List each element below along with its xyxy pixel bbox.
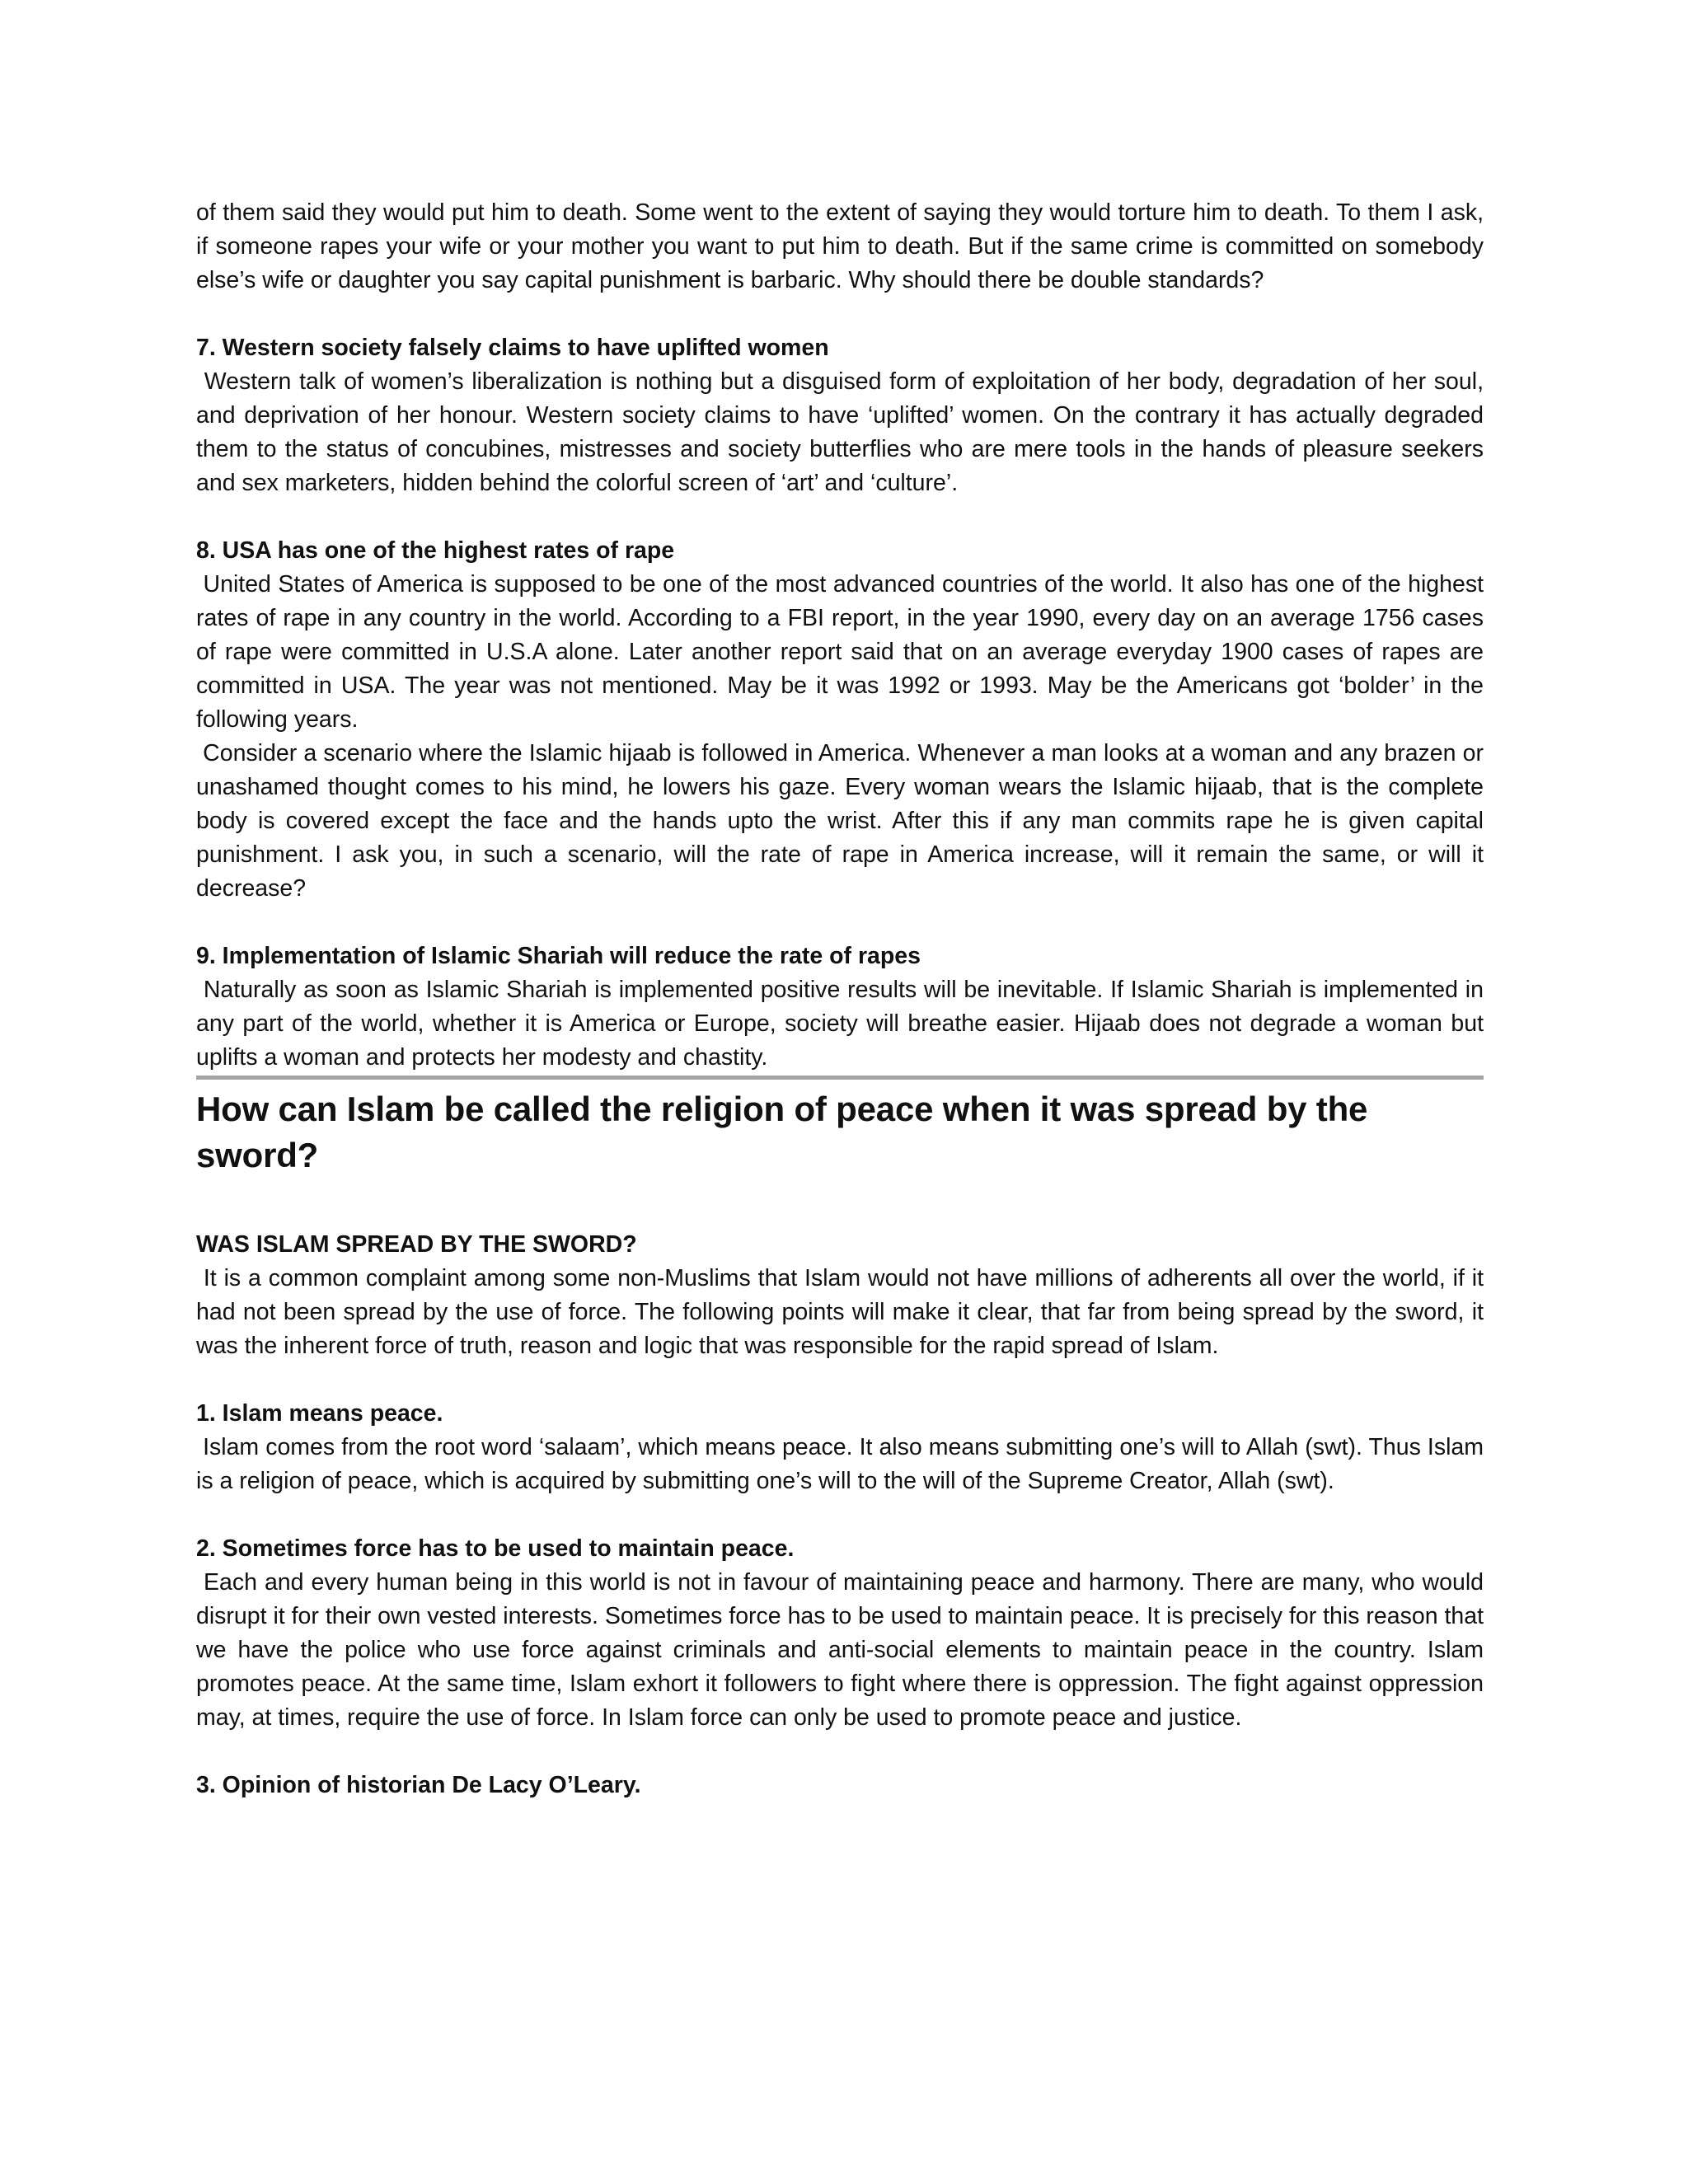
spacer — [196, 1179, 1484, 1228]
heading-usa-rape-rates: 8. USA has one of the highest rates of rape — [196, 537, 675, 564]
paragraph-western-society: Western talk of women’s liberalization is nothing but a disguised form of exploitation of her body, degradation of her soul, and deprivation of her honour. Western society claims to have ‘uplifted’ women. On the contrary it has actually degraded them to the status of concubines, mistresses and society butterflies who are mere tools in the hands of pleasure seekers and sex marketers, hidden behind the colorful screen of ‘art’ and ‘culture’. — [196, 368, 1484, 496]
spacer — [196, 1735, 1484, 1769]
paragraph-islamic-shariah: Naturally as soon as Islamic Shariah is implemented positive results will be inevitable. If Islamic Shariah is implemented in any part of the world, whether it is America or Europe, society will breathe easier. Hijaab does not degrade a woman but uplifts a woman and protects her modesty and chastity. — [196, 977, 1484, 1071]
paragraph-force-maintain-peace: Each and every human being in this world is not in favour of maintaining peace and harmony. There are many, who would disrupt it for their own vested interests. Sometimes force has to be used to maintain peace. It is precisely for this reason that we have the police who use force against criminals and anti-social elements to maintain peace in the country. Islam promotes peace. At the same time, Islam exhort it followers to fight where there is oppression. The fight against oppression may, at times, require the use of force. In Islam force can only be used to promote peace and justice. — [196, 1569, 1484, 1731]
section-title-religion-of-peace: How can Islam be called the religion of peace when it was spread by the sword? — [196, 1090, 1368, 1174]
paragraph-islam-means-peace: Islam comes from the root word ‘salaam’, which means peace. It also means submitting one’s will to Allah (swt). Thus Islam is a religion of peace, which is acquired by submitting one’s will to the will of the Supreme Creator, Allah (swt). — [196, 1434, 1484, 1494]
document-page — [196, 196, 1484, 1802]
heading-force-maintain-peace: 2. Sometimes force has to be used to maintain peace. — [196, 1535, 795, 1562]
paragraph-capital-punishment: of them said they would put him to death. Some went to the extent of saying they would torture him to death. To them I ask, if someone rapes your wife or your mother you want to put him to death. But if the same crime is committed on somebody else’s wife or daughter you say capital punishment is barbaric. Why should there be double standards? — [196, 199, 1484, 293]
heading-was-islam-spread: WAS ISLAM SPREAD BY THE SWORD? — [196, 1231, 637, 1258]
paragraph-was-islam-spread: It is a common complaint among some non-Muslims that Islam would not have millions of adherents all over the world, if it had not been spread by the use of force. The following points will make it clear, that far from being spread by the sword, it was the inherent force of truth, reason and logic that was responsible for the rapid spread of Islam. — [196, 1265, 1484, 1359]
spacer — [196, 298, 1484, 331]
spacer — [196, 906, 1484, 940]
heading-western-society: 7. Western society falsely claims to have uplifted women — [196, 335, 829, 361]
spacer — [196, 500, 1484, 534]
spacer — [196, 1363, 1484, 1397]
paragraph-hijaab-scenario: Consider a scenario where the Islamic hijaab is followed in America. Whenever a man looks at a woman and any brazen or unashamed thought comes to his mind, he lowers his gaze. Every woman wears the Islamic hijaab, that is the complete body is covered except the face and the hands upto the wrist. After this if any man commits rape he is given capital punishment. I ask you, in such a scenario, will the rate of rape in America increase, will it remain the same, or will it decrease? — [196, 740, 1484, 902]
section-divider — [196, 1076, 1484, 1080]
paragraph-usa-rape-rates: United States of America is supposed to be one of the most advanced countries of the world. It also has one of the highest rates of rape in any country in the world. According to a FBI report, in the year 1990, every day on an average 1756 cases of rape were committed in U.S.A alone. Later another report said that on an average everyday 1900 cases of rapes are committed in USA. The year was not mentioned. May be it was 1992 or 1993. May be the Americans got ‘bolder’ in the following years. — [196, 571, 1484, 733]
heading-islam-means-peace: 1. Islam means peace. — [196, 1400, 443, 1427]
heading-de-lacy-oleary: 3. Opinion of historian De Lacy O’Leary. — [196, 1772, 641, 1798]
heading-islamic-shariah: 9. Implementation of Islamic Shariah will reduce the rate of rapes — [196, 943, 921, 969]
spacer — [196, 1498, 1484, 1532]
